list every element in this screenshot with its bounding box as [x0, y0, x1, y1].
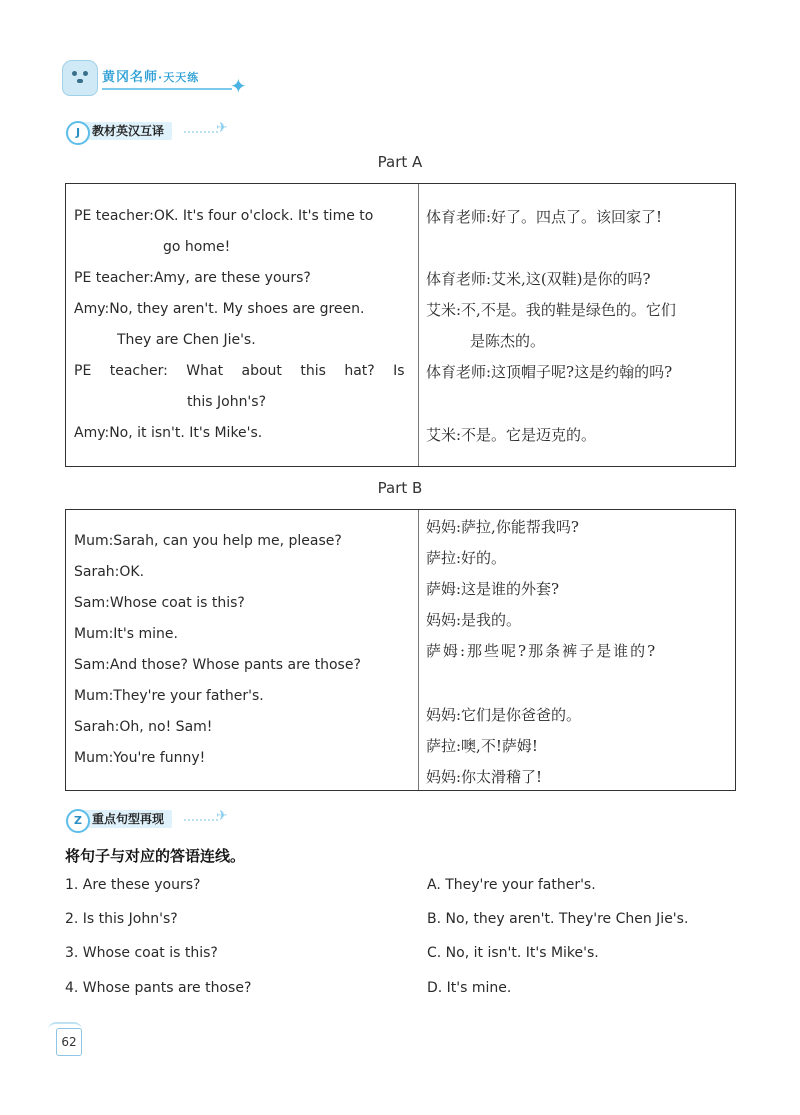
part-a-en-line: They are Chen Jie's. [117, 332, 256, 348]
answer-item: B. No, they aren't. They're Chen Jie's. [427, 911, 689, 927]
part-b-cn-line: 妈妈:你太滑稽了! [426, 768, 543, 786]
part-b-en-line: Mum:It's mine. [74, 626, 178, 642]
section-tag-label: 重点句型再现 [82, 810, 172, 828]
paper-plane-icon: ✈ [216, 120, 228, 136]
part-a-en-line: Amy:No, they aren't. My shoes are green. [74, 301, 365, 317]
part-b-en-line: Sarah:OK. [74, 564, 145, 580]
part-b-cn-line: 萨拉:好的。 [426, 549, 507, 567]
part-a-table [65, 183, 736, 467]
part-b-cn-line: 妈妈:萨拉,你能帮我吗? [426, 518, 579, 536]
part-b-cn-line: 萨姆:这是谁的外套? [426, 580, 560, 598]
paper-plane-icon: ✈ [216, 808, 228, 824]
part-a-en-line: Amy:No, it isn't. It's Mike's. [74, 425, 263, 441]
column-divider [418, 184, 419, 466]
part-a-en-line: PE teacher:Amy, are these yours? [74, 270, 311, 286]
part-a-cn-line: 体育老师:艾米,这(双鞋)是你的吗? [426, 270, 651, 288]
column-divider [418, 510, 419, 790]
part-b-en-line: Sam:Whose coat is this? [74, 595, 245, 611]
page-number: 62 [56, 1028, 82, 1056]
section-badge: Z [66, 809, 90, 833]
part-a-title: Part A [377, 153, 423, 171]
question-item: 4. Whose pants are those? [65, 980, 252, 996]
part-a-en-line: this John's? [187, 394, 267, 410]
section-tag-textbook-translation [66, 120, 236, 142]
dotted-trail [184, 819, 218, 821]
part-a-cn-line: 艾米:不,不是。我的鞋是绿色的。它们 [426, 301, 676, 319]
part-b-table [65, 509, 736, 791]
question-item: 2. Is this John's? [65, 911, 178, 927]
part-b-en-line: Mum:You're funny! [74, 750, 206, 766]
answer-item: C. No, it isn't. It's Mike's. [427, 945, 599, 961]
part-a-cn-line: 体育老师:这顶帽子呢?这是约翰的吗? [426, 363, 673, 381]
part-b-cn-line: 萨姆:那些呢?那条裤子是谁的? [426, 642, 658, 660]
part-b-en-line: Sam:And those? Whose pants are those? [74, 657, 361, 673]
part-a-cn-line: 是陈杰的。 [470, 332, 546, 350]
part-b-title: Part B [377, 479, 423, 497]
part-a-en-line: PE teacher: What about this hat? Is [74, 363, 405, 379]
sparkle-icon: ✦ [230, 74, 247, 98]
part-b-cn-line: 萨拉:噢,不!萨姆! [426, 737, 538, 755]
part-b-cn-line: 妈妈:它们是你爸爸的。 [426, 706, 582, 724]
part-a-en-line: PE teacher:OK. It's four o'clock. It's time to [74, 208, 374, 224]
question-item: 3. Whose coat is this? [65, 945, 218, 961]
section-tag-label: 教材英汉互译 [82, 122, 172, 140]
part-b-en-line: Mum:Sarah, can you help me, please? [74, 533, 342, 549]
answer-item: D. It's mine. [427, 980, 512, 996]
bear-logo-icon [62, 60, 98, 96]
part-a-cn-line: 体育老师:好了。四点了。该回家了! [426, 208, 663, 226]
section-badge: J [66, 121, 90, 145]
brand-title: 黄冈名师·天天练 [102, 70, 200, 85]
part-b-en-line: Mum:They're your father's. [74, 688, 264, 704]
part-a-cn-line: 艾米:不是。它是迈克的。 [426, 426, 597, 444]
answer-item: A. They're your father's. [427, 877, 596, 893]
question-item: 1. Are these yours? [65, 877, 201, 893]
brand-underline [102, 88, 232, 90]
brand-header [62, 60, 252, 98]
exercise-instruction: 将句子与对应的答语连线。 [65, 847, 246, 865]
part-b-cn-line: 妈妈:是我的。 [426, 611, 522, 629]
part-a-en-line: go home! [163, 239, 231, 255]
section-tag-key-sentences [66, 808, 236, 830]
dotted-trail [184, 131, 218, 133]
part-b-en-line: Sarah:Oh, no! Sam! [74, 719, 213, 735]
